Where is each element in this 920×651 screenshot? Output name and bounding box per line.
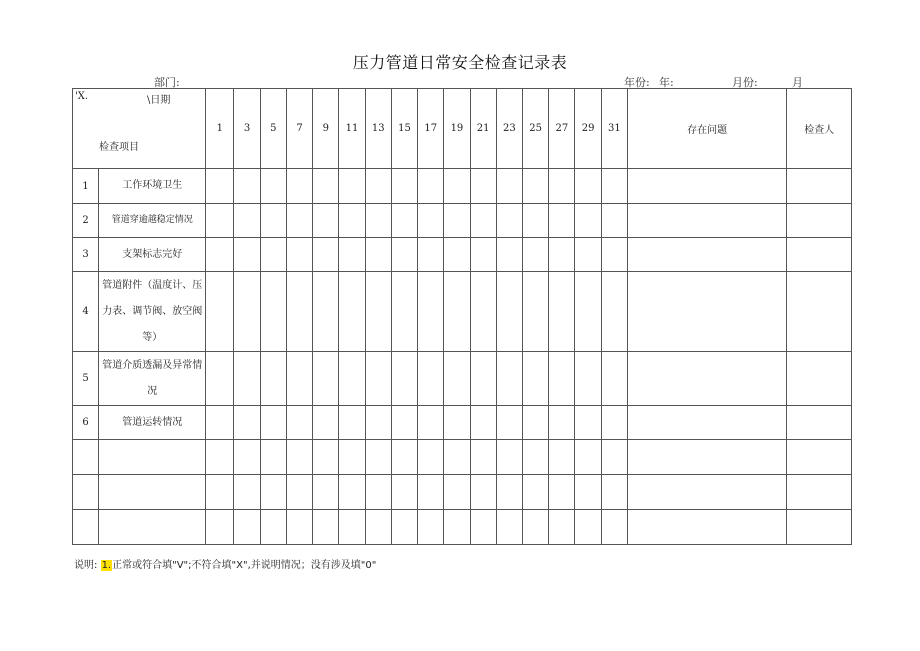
day-check-cell[interactable]	[206, 272, 234, 352]
day-check-cell[interactable]	[549, 352, 575, 406]
footnote-label: 说明:	[74, 560, 98, 571]
day-check-cell[interactable]	[234, 510, 260, 545]
check-item: 管道运转情况	[99, 406, 206, 440]
check-item	[99, 475, 206, 510]
day-check-cell[interactable]	[496, 440, 522, 475]
table-row	[73, 510, 852, 545]
day-check-cell[interactable]	[444, 475, 470, 510]
day-header: 29	[575, 89, 601, 169]
check-item: 管道穿逾越稳定情况	[99, 204, 206, 238]
day-check-cell[interactable]	[444, 406, 470, 440]
problem-cell[interactable]	[627, 352, 786, 406]
table-row	[73, 406, 852, 440]
day-check-cell[interactable]	[339, 440, 365, 475]
day-header: 31	[601, 89, 627, 169]
day-check-cell[interactable]	[286, 352, 312, 406]
day-check-cell[interactable]	[234, 352, 260, 406]
inspector-cell[interactable]	[787, 272, 852, 352]
day-header: 3	[234, 89, 260, 169]
check-item: 工作环境卫生	[99, 169, 206, 204]
day-check-cell[interactable]	[601, 352, 627, 406]
inspector-cell[interactable]	[787, 204, 852, 238]
day-check-cell[interactable]	[418, 204, 444, 238]
inspector-cell[interactable]	[787, 238, 852, 272]
day-check-cell[interactable]	[313, 169, 339, 204]
day-header: 27	[549, 89, 575, 169]
day-check-cell[interactable]	[575, 272, 601, 352]
day-check-cell[interactable]	[260, 352, 286, 406]
day-check-cell[interactable]	[601, 169, 627, 204]
row-number	[73, 510, 99, 545]
day-check-cell[interactable]	[365, 272, 391, 352]
footnote-number: 1.	[101, 560, 112, 571]
day-check-cell[interactable]	[575, 204, 601, 238]
day-check-cell[interactable]	[418, 406, 444, 440]
day-check-cell[interactable]	[365, 352, 391, 406]
month-unit-label: 月	[792, 76, 803, 89]
day-check-cell[interactable]	[391, 406, 417, 440]
day-check-cell[interactable]	[601, 272, 627, 352]
check-item	[99, 510, 206, 545]
day-header: 25	[523, 89, 549, 169]
day-check-cell[interactable]	[470, 440, 496, 475]
day-check-cell[interactable]	[365, 204, 391, 238]
day-check-cell[interactable]	[313, 406, 339, 440]
inspector-cell[interactable]	[787, 440, 852, 475]
day-check-cell[interactable]	[365, 510, 391, 545]
day-check-cell[interactable]	[549, 440, 575, 475]
table-row	[73, 238, 852, 272]
day-check-cell[interactable]	[365, 406, 391, 440]
day-check-cell[interactable]	[549, 272, 575, 352]
day-check-cell[interactable]	[339, 475, 365, 510]
day-check-cell[interactable]	[206, 169, 234, 204]
day-check-cell[interactable]	[444, 238, 470, 272]
day-header: 5	[260, 89, 286, 169]
day-check-cell[interactable]	[549, 510, 575, 545]
day-check-cell[interactable]	[496, 272, 522, 352]
problem-cell[interactable]	[627, 510, 786, 545]
day-check-cell[interactable]	[391, 510, 417, 545]
corner-date-label: \日期	[147, 95, 171, 106]
inspector-cell[interactable]	[787, 169, 852, 204]
row-number: 4	[73, 272, 99, 352]
day-check-cell[interactable]	[418, 510, 444, 545]
month-label: 月份:	[732, 76, 758, 89]
inspector-header: 检查人	[787, 89, 852, 169]
day-check-cell[interactable]	[418, 352, 444, 406]
day-check-cell[interactable]	[444, 352, 470, 406]
inspection-table	[72, 88, 852, 545]
day-header: 17	[418, 89, 444, 169]
check-item: 管道介质透漏及异常情况	[99, 352, 206, 406]
day-check-cell[interactable]	[470, 510, 496, 545]
day-check-cell[interactable]	[313, 238, 339, 272]
problem-cell[interactable]	[627, 238, 786, 272]
table-row	[73, 204, 852, 238]
department-label: 部门:	[154, 76, 180, 89]
day-check-cell[interactable]	[523, 238, 549, 272]
day-check-cell[interactable]	[286, 169, 312, 204]
day-check-cell[interactable]	[444, 440, 470, 475]
day-check-cell[interactable]	[470, 272, 496, 352]
day-check-cell[interactable]	[470, 169, 496, 204]
day-check-cell[interactable]	[206, 238, 234, 272]
day-check-cell[interactable]	[286, 475, 312, 510]
day-check-cell[interactable]	[313, 475, 339, 510]
day-check-cell[interactable]	[313, 272, 339, 352]
day-check-cell[interactable]	[496, 406, 522, 440]
day-check-cell[interactable]	[339, 238, 365, 272]
day-check-cell[interactable]	[549, 238, 575, 272]
day-header: 13	[365, 89, 391, 169]
day-check-cell[interactable]	[313, 204, 339, 238]
day-check-cell[interactable]	[418, 238, 444, 272]
day-check-cell[interactable]	[391, 440, 417, 475]
table-row	[73, 272, 852, 352]
day-check-cell[interactable]	[575, 169, 601, 204]
day-check-cell[interactable]	[470, 406, 496, 440]
day-check-cell[interactable]	[523, 475, 549, 510]
day-check-cell[interactable]	[339, 406, 365, 440]
table-row	[73, 352, 852, 406]
day-check-cell[interactable]	[339, 169, 365, 204]
check-item	[99, 440, 206, 475]
day-check-cell[interactable]	[496, 169, 522, 204]
inspector-cell[interactable]	[787, 510, 852, 545]
row-number: 3	[73, 238, 99, 272]
day-check-cell[interactable]	[601, 440, 627, 475]
day-check-cell[interactable]	[549, 204, 575, 238]
day-check-cell[interactable]	[575, 475, 601, 510]
inspector-cell[interactable]	[787, 406, 852, 440]
day-check-cell[interactable]	[286, 406, 312, 440]
day-check-cell[interactable]	[234, 204, 260, 238]
row-number: 2	[73, 204, 99, 238]
day-check-cell[interactable]	[418, 440, 444, 475]
day-check-cell[interactable]	[523, 204, 549, 238]
day-check-cell[interactable]	[470, 238, 496, 272]
day-check-cell[interactable]	[260, 406, 286, 440]
page-title: 压力管道日常安全检查记录表	[352, 53, 568, 72]
day-check-cell[interactable]	[339, 510, 365, 545]
problem-cell[interactable]	[627, 204, 786, 238]
day-check-cell[interactable]	[444, 272, 470, 352]
table-header-row	[73, 89, 852, 169]
day-check-cell[interactable]	[206, 510, 234, 545]
row-number: 1	[73, 169, 99, 204]
day-check-cell[interactable]	[339, 352, 365, 406]
day-check-cell[interactable]	[496, 510, 522, 545]
day-check-cell[interactable]	[444, 510, 470, 545]
day-header: 9	[313, 89, 339, 169]
day-check-cell[interactable]	[391, 204, 417, 238]
problem-cell[interactable]	[627, 272, 786, 352]
day-check-cell[interactable]	[313, 440, 339, 475]
day-header: 11	[339, 89, 365, 169]
day-check-cell[interactable]	[260, 272, 286, 352]
day-check-cell[interactable]	[496, 238, 522, 272]
day-check-cell[interactable]	[260, 204, 286, 238]
day-check-cell[interactable]	[601, 238, 627, 272]
day-check-cell[interactable]	[286, 510, 312, 545]
inspector-cell[interactable]	[787, 352, 852, 406]
day-check-cell[interactable]	[206, 204, 234, 238]
day-check-cell[interactable]	[365, 475, 391, 510]
check-item: 管道附件（温度计、压力表、调节阀、放空阀等）	[99, 272, 206, 352]
day-check-cell[interactable]	[286, 272, 312, 352]
day-check-cell[interactable]	[523, 352, 549, 406]
day-check-cell[interactable]	[575, 352, 601, 406]
problem-cell[interactable]	[627, 406, 786, 440]
footnote	[74, 556, 376, 571]
day-check-cell[interactable]	[206, 440, 234, 475]
day-check-cell[interactable]	[206, 475, 234, 510]
day-check-cell[interactable]	[575, 510, 601, 545]
row-number	[73, 475, 99, 510]
day-header: 23	[496, 89, 522, 169]
check-item: 支架标志完好	[99, 238, 206, 272]
day-header: 15	[391, 89, 417, 169]
day-check-cell[interactable]	[601, 406, 627, 440]
problem-cell[interactable]	[627, 169, 786, 204]
footnote-text: 正常或符合填"V";不符合填"X",并说明情况；没有涉及填"0"	[112, 560, 377, 571]
problem-cell[interactable]	[627, 440, 786, 475]
day-check-cell[interactable]	[523, 272, 549, 352]
row-number: 5	[73, 352, 99, 406]
corner-top-left: 'X.	[75, 91, 89, 102]
day-check-cell[interactable]	[523, 169, 549, 204]
day-check-cell[interactable]	[234, 272, 260, 352]
day-check-cell[interactable]	[391, 475, 417, 510]
day-header: 21	[470, 89, 496, 169]
day-check-cell[interactable]	[418, 169, 444, 204]
day-check-cell[interactable]	[470, 352, 496, 406]
day-check-cell[interactable]	[418, 272, 444, 352]
day-check-cell[interactable]	[496, 352, 522, 406]
day-check-cell[interactable]	[391, 272, 417, 352]
day-check-cell[interactable]	[286, 238, 312, 272]
day-check-cell[interactable]	[286, 204, 312, 238]
day-check-cell[interactable]	[260, 510, 286, 545]
day-check-cell[interactable]	[444, 204, 470, 238]
day-check-cell[interactable]	[234, 406, 260, 440]
day-check-cell[interactable]	[234, 475, 260, 510]
problems-header: 存在问题	[627, 89, 786, 169]
day-header: 1	[206, 89, 234, 169]
day-check-cell[interactable]	[523, 510, 549, 545]
day-check-cell[interactable]	[444, 169, 470, 204]
day-check-cell[interactable]	[391, 169, 417, 204]
day-check-cell[interactable]	[575, 238, 601, 272]
day-check-cell[interactable]	[496, 204, 522, 238]
day-check-cell[interactable]	[523, 440, 549, 475]
day-check-cell[interactable]	[234, 169, 260, 204]
day-check-cell[interactable]	[234, 440, 260, 475]
inspector-cell[interactable]	[787, 475, 852, 510]
day-check-cell[interactable]	[339, 204, 365, 238]
day-check-cell[interactable]	[339, 272, 365, 352]
day-check-cell[interactable]	[260, 440, 286, 475]
year-unit-label: 年:	[659, 76, 674, 89]
day-check-cell[interactable]	[260, 169, 286, 204]
day-check-cell[interactable]	[260, 238, 286, 272]
header-corner-cell	[73, 89, 206, 169]
day-check-cell[interactable]	[601, 510, 627, 545]
day-check-cell[interactable]	[523, 406, 549, 440]
day-check-cell[interactable]	[391, 238, 417, 272]
table-row	[73, 169, 852, 204]
day-check-cell[interactable]	[470, 475, 496, 510]
row-number	[73, 440, 99, 475]
row-number: 6	[73, 406, 99, 440]
day-header: 19	[444, 89, 470, 169]
day-check-cell[interactable]	[286, 440, 312, 475]
day-check-cell[interactable]	[496, 475, 522, 510]
day-check-cell[interactable]	[206, 406, 234, 440]
table-row	[73, 475, 852, 510]
day-header: 7	[286, 89, 312, 169]
day-check-cell[interactable]	[391, 352, 417, 406]
day-check-cell[interactable]	[234, 238, 260, 272]
day-check-cell[interactable]	[549, 169, 575, 204]
problem-cell[interactable]	[627, 475, 786, 510]
year-label: 年份:	[624, 76, 650, 89]
day-check-cell[interactable]	[601, 204, 627, 238]
day-check-cell[interactable]	[260, 475, 286, 510]
day-check-cell[interactable]	[575, 440, 601, 475]
day-check-cell[interactable]	[313, 510, 339, 545]
day-check-cell[interactable]	[365, 440, 391, 475]
day-check-cell[interactable]	[313, 352, 339, 406]
day-check-cell[interactable]	[549, 406, 575, 440]
day-check-cell[interactable]	[470, 204, 496, 238]
day-check-cell[interactable]	[206, 352, 234, 406]
day-check-cell[interactable]	[365, 169, 391, 204]
corner-item-label: 检查项目	[99, 142, 139, 153]
day-check-cell[interactable]	[575, 406, 601, 440]
day-check-cell[interactable]	[418, 475, 444, 510]
day-check-cell[interactable]	[365, 238, 391, 272]
day-check-cell[interactable]	[549, 475, 575, 510]
table-row	[73, 440, 852, 475]
day-check-cell[interactable]	[601, 475, 627, 510]
